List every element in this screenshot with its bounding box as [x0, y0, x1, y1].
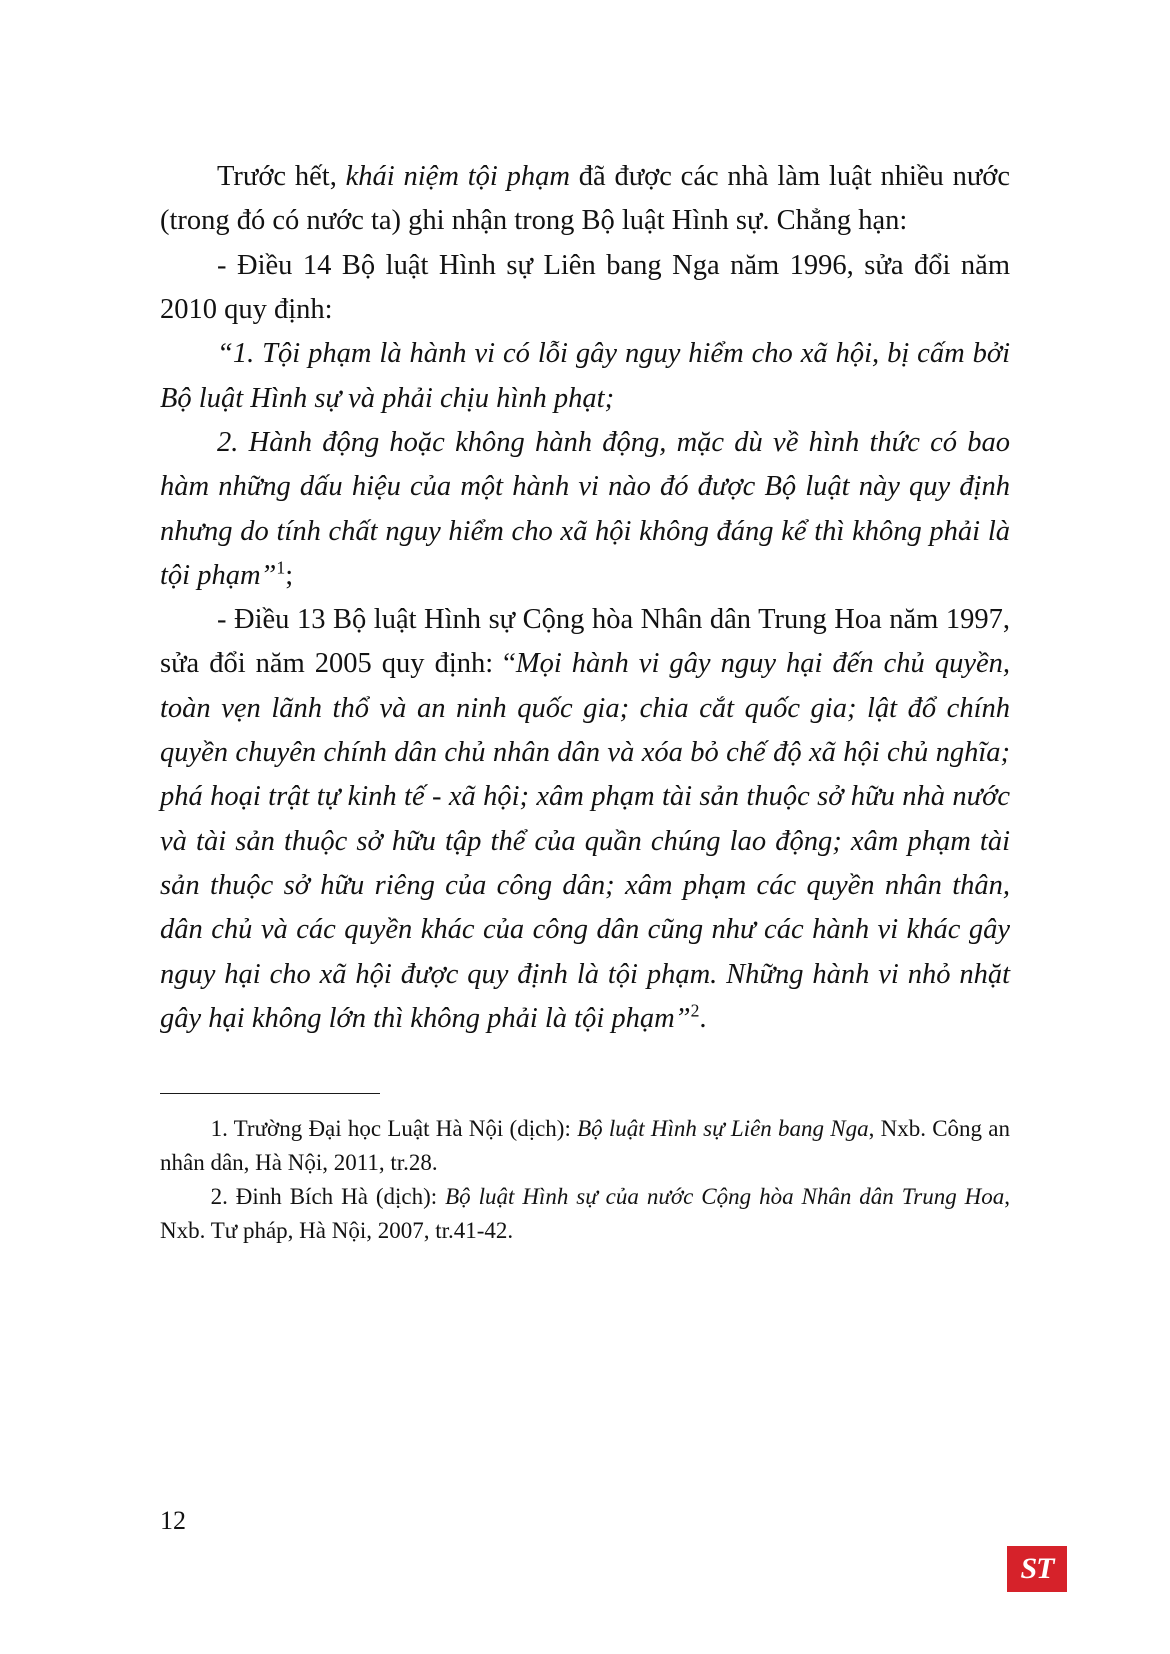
- footnote-item: [160, 1112, 1010, 1180]
- text-run: - Điều 14 Bộ luật Hình sự Liên bang Nga năm 1996, sửa đổi năm 2010 quy định:: [160, 249, 1010, 325]
- footnote-marker: 1: [276, 557, 286, 578]
- publisher-logo-text: ST: [1020, 1552, 1054, 1585]
- footnote-marker: 2: [690, 1000, 700, 1021]
- text-run: , Nxb. Công an nhân dân, Hà Nội, 2011, tr.28.: [160, 1116, 1010, 1176]
- text-run: đã được các nhà làm luật nhiều nước (trong đó có nước ta) ghi nhận trong Bộ luật Hình sự. Chẳng hạn:: [160, 161, 1011, 237]
- footnote-separator: [160, 1093, 380, 1094]
- publisher-logo: [1007, 1546, 1067, 1592]
- italic-run: Mọi hành vi gây nguy hại đến chủ quyền, toàn vẹn lãnh thổ và an ninh quốc gia; chia cắt quốc gia; lật đổ chính quyền chuyên chính dân chủ nhân dân và xóa bỏ chế độ xã hội chủ nghĩa; phá hoại trật tự kinh tế - xã hội; xâm phạm tài sản thuộc sở hữu nhà nước và tài sản thuộc sở hữu tập thể của quần chúng lao động; xâm phạm tài sản thuộc sở hữu riêng của công dân; xâm phạm các quyền nhân thân, dân chủ và các quyền khác của công dân cũng như các hành vi khác gây nguy hại cho xã hội được quy định là tội phạm. Những hành vi nhỏ nhặt gây hại không lớn thì không phải là tội phạm”: [160, 648, 1010, 1034]
- paragraph: [160, 244, 1010, 333]
- italic-run: Bộ luật Hình sự Liên bang Nga: [577, 1116, 869, 1142]
- text-run: Trước hết,: [217, 161, 346, 192]
- paragraph: [160, 598, 1010, 1041]
- text-run: ;: [285, 559, 294, 591]
- paragraph: [160, 332, 1010, 421]
- paragraph: [160, 155, 1010, 244]
- italic-run: Bộ luật Hình sự của nước Cộng hòa Nhân dân Trung Hoa: [445, 1184, 1005, 1210]
- text-run: , Nxb. Tư pháp, Hà Nội, 2007, tr.41-42.: [160, 1184, 1010, 1244]
- footnote-item: [160, 1180, 1010, 1248]
- italic-run: “1. Tội phạm là hành vi có lỗi gây nguy hiểm cho xã hội, bị cấm bởi Bộ luật Hình sự và phải chịu hình phạt;: [160, 338, 1010, 414]
- paragraph: [160, 421, 1010, 598]
- text-run: 2. Đinh Bích Hà (dịch):: [210, 1184, 446, 1210]
- body-text-block: [160, 155, 1010, 1041]
- text-run: - Điều 13 Bộ luật Hình sự Cộng hòa Nhân dân Trung Hoa năm 1997, sửa đổi năm 2005 quy định: “: [160, 604, 1010, 680]
- italic-run: khái niệm tội phạm: [345, 161, 570, 192]
- text-run: .: [699, 1002, 707, 1034]
- page-number: 12: [160, 1506, 186, 1535]
- italic-run: 2. Hành động hoặc không hành động, mặc dù về hình thức có bao hàm những dấu hiệu của một hành vi nào đó được Bộ luật này quy định nhưng do tính chất nguy hiểm cho xã hội không đáng kể thì không phải là tội phạm”: [160, 426, 1010, 591]
- footnotes-block: [160, 1112, 1010, 1248]
- text-run: 1. Trường Đại học Luật Hà Nội (dịch):: [210, 1116, 578, 1142]
